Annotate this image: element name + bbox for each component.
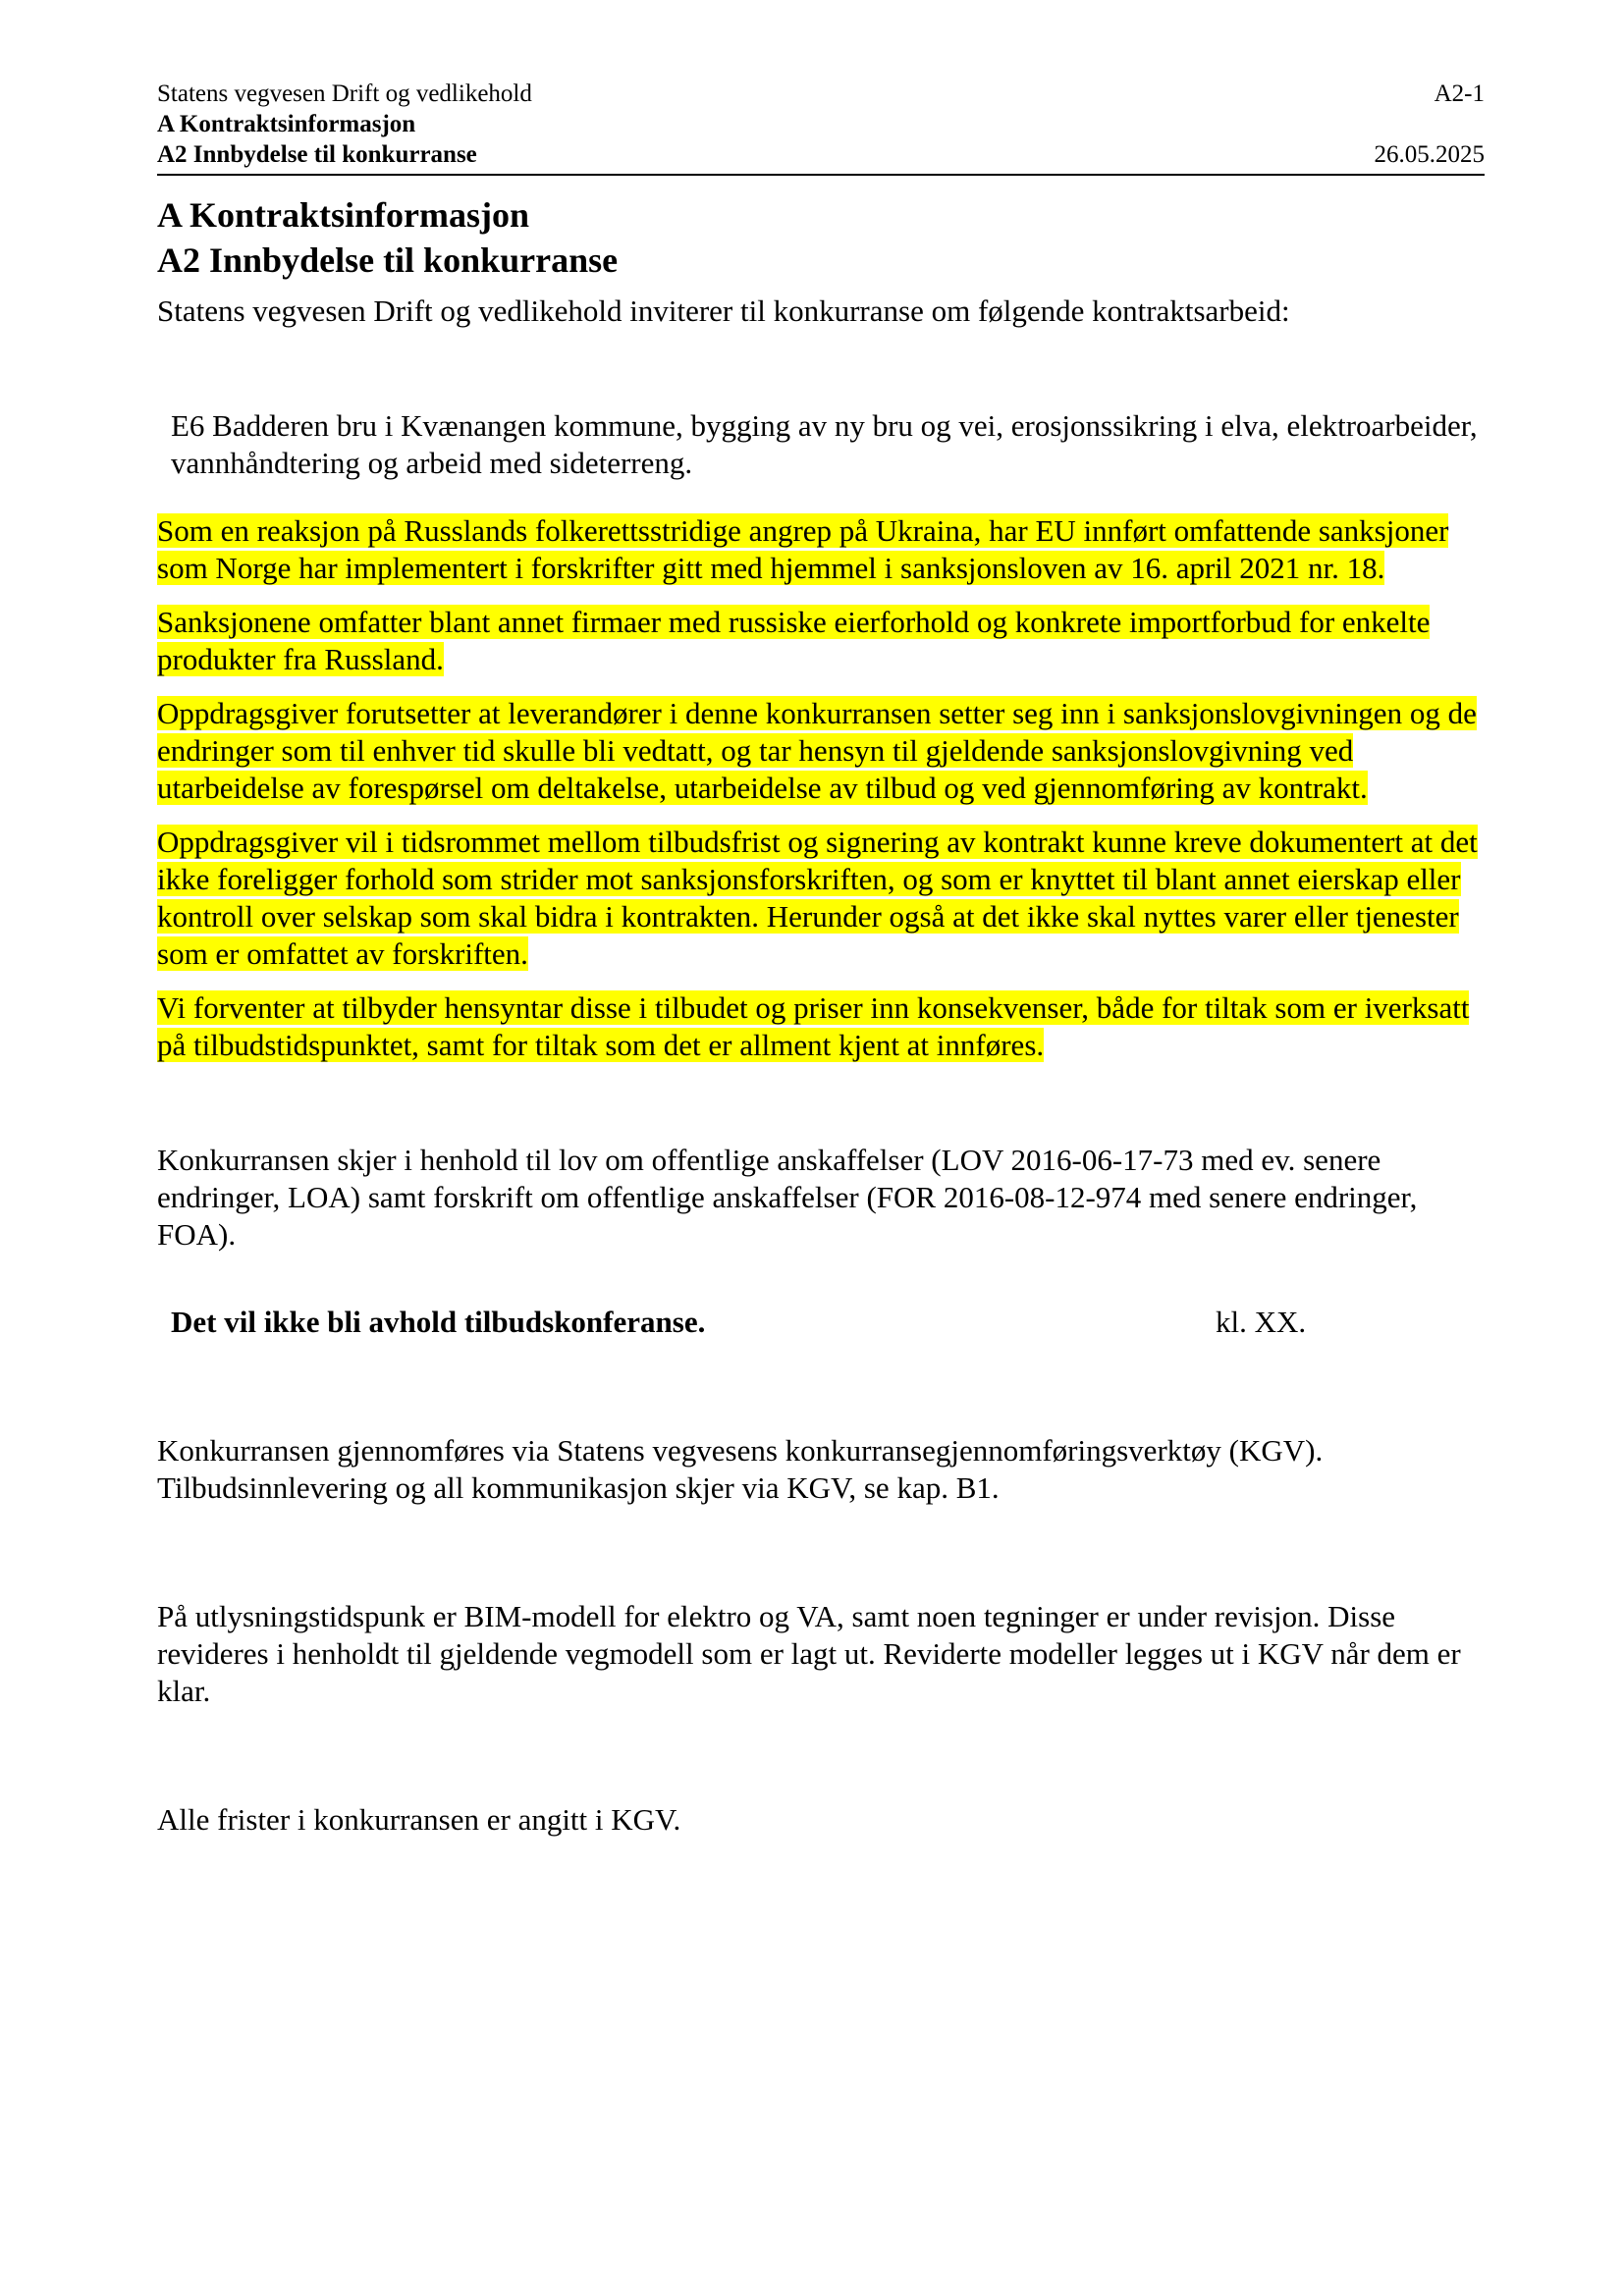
law-paragraph: Konkurransen skjer i henhold til lov om offentlige anskaffelser (LOV 2016-06-17-73 med ev. senere endringer, LOA) samt forskrift om offentlige anskaffelser (FOR 2016-08-12-974 med senere endringer, FOA). bbox=[157, 1143, 1418, 1252]
deadlines-paragraph: Alle frister i konkurransen er angitt i KGV. bbox=[157, 1802, 681, 1837]
project-description: E6 Badderen bru i Kvænangen kommune, bygging av ny bru og vei, erosjonssikring i elva, elektroarbeider, vannhåndtering og arbeid med sideterreng. bbox=[171, 408, 1478, 480]
document-title-line1: A Kontraktsinformasjon bbox=[157, 195, 530, 235]
sanctions-paragraph-3 bbox=[157, 695, 1485, 807]
sanctions-paragraph-2 bbox=[157, 604, 1485, 678]
header-row-2 bbox=[157, 109, 1485, 139]
intro-paragraph: Statens vegvesen Drift og vedlikehold inviterer til konkurranse om følgende kontraktsarbeid: bbox=[157, 294, 1290, 328]
document-body bbox=[157, 192, 1485, 1839]
header-subsection: A2 Innbydelse til konkurranse bbox=[157, 141, 477, 168]
highlighted-text: Vi forventer at tilbyder hensyntar disse i tilbudet og priser inn konsekvenser, både for tiltak som er iverksatt på tilbudstidspunktet, samt for tiltak som det er allment kjent at innføres. bbox=[157, 990, 1470, 1062]
kgv-paragraph: Konkurransen gjennomføres via Statens vegvesens konkurransegjennomføringsverktøy (KGV). Tilbudsinnlevering og all kommunikasjon skjer via KGV, se kap. B1. bbox=[157, 1433, 1324, 1505]
header-date: 26.05.2025 bbox=[1374, 141, 1485, 168]
header-row-3 bbox=[157, 139, 1485, 170]
highlighted-text: Oppdragsgiver vil i tidsrommet mellom tilbudsfrist og signering av kontrakt kunne kreve dokumentert at det ikke foreligger forhold som strider mot sanksjonsforskriften, og som er knyttet til blant annet eierskap eller kontroll over selskap som skal bidra i kontrakten. Herunder også at det ikke skal nyttes varer eller tjenester som er omfattet av forskriften. bbox=[157, 825, 1478, 971]
sanctions-paragraph-1 bbox=[157, 512, 1485, 587]
highlighted-text: Oppdragsgiver forutsetter at leverandører i denne konkurransen setter seg inn i sanksjonslovgivningen og de endringer som til enhver tid skulle bli vedtatt, og tar hensyn til gjeldende sanksjonslovgivning ved utarbeidelse av forespørsel om deltakelse, utarbeidelse av tilbud og ved gjennomføring av kontrakt. bbox=[157, 696, 1477, 805]
header-row-1 bbox=[157, 79, 1485, 109]
sanctions-paragraph-5 bbox=[157, 989, 1485, 1064]
running-header bbox=[157, 79, 1485, 176]
highlighted-text: Som en reaksjon på Russlands folkerettsstridige angrep på Ukraina, har EU innført omfattende sanksjoner som Norge har implementert i forskrifter gitt med hjemmel i sanksjonsloven av 16. april 2021 nr. 18. bbox=[157, 513, 1449, 585]
header-organization: Statens vegvesen Drift og vedlikehold bbox=[157, 80, 532, 107]
conference-line bbox=[157, 1304, 1485, 1341]
header-page-number: A2-1 bbox=[1434, 80, 1485, 107]
highlighted-text: Sanksjonene omfatter blant annet firmaer med russiske eierforhold og konkrete importforbud for enkelte produkter fra Russland. bbox=[157, 605, 1431, 676]
conference-time: kl. XX. bbox=[1216, 1305, 1307, 1339]
sanctions-paragraph-4 bbox=[157, 824, 1485, 973]
bim-paragraph: På utlysningstidspunk er BIM-modell for elektro og VA, samt noen tegninger er under revisjon. Disse revideres i henholdt til gjeldende vegmodell som er lagt ut. Reviderte modeller legges ut i KGV når dem er klar. bbox=[157, 1599, 1461, 1708]
document-title-line2: A2 Innbydelse til konkurranse bbox=[157, 240, 619, 280]
header-section: A Kontraktsinformasjon bbox=[157, 111, 416, 137]
conference-text: Det vil ikke bli avhold tilbudskonferanse. bbox=[171, 1305, 706, 1339]
